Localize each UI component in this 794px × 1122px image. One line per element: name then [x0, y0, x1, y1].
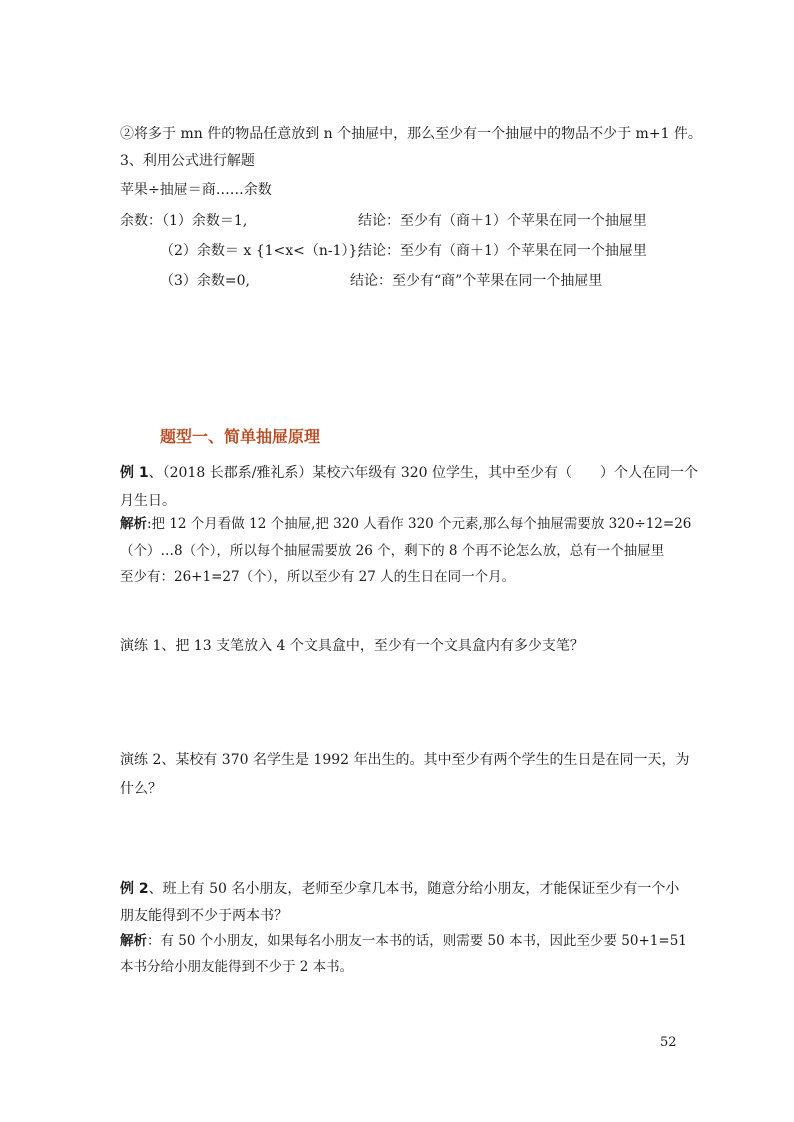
pigeonhole-rule-2: ②将多于 mn 件的物品任意放到 n 个抽屉中，那么至少有一个抽屉中的物品不少于 m+1 件。 [120, 126, 702, 142]
solution-2-line-2: 本书分给小朋友能得到不少于 2 本书。 [120, 959, 354, 975]
example-2-line-2: 朋友能得到不少于两本书？ [120, 908, 288, 924]
solution-2-line-1 [120, 932, 687, 950]
remainder-case-3: （3）余数=0, [160, 273, 250, 289]
solution-1-text: :把 12 个月看做 12 个抽屉,把 320 人看作 320 个元素,那么每个抽屉需要放 320÷12=26 [147, 516, 692, 532]
example-1-label: 例 1 [120, 465, 149, 481]
example-2-text: 、班上有 50 名小朋友，老师至少拿几本书，随意分给小朋友，才能保证至少有一个小 [148, 881, 680, 897]
remainder-case-2: （2）余数＝ x {1<x<（n-1）}, [160, 243, 362, 259]
formula-section-title: 3、利用公式进行解题 [120, 153, 255, 169]
solution-1-line-1 [120, 515, 691, 533]
formula-line: 苹果÷抽屉＝商……余数 [120, 182, 272, 198]
remainder-case-1: 余数：（1）余数＝1, [120, 213, 248, 229]
drill-2-line-1: 演练 2、某校有 370 名学生是 1992 年出生的。其中至少有两个学生的生日是在同一天，为 [120, 752, 690, 768]
conclusion-case-1: 结论：至少有（商＋1）个苹果在同一个抽屉里 [358, 213, 647, 229]
solution-1-line-3: 至少有：26+1=27（个），所以至少有 27 人的生日在同一个月。 [120, 569, 516, 585]
example-1-text: 、（2018 长郡系/雅礼系）某校六年级有 320 位学生，其中至少有（ ）个人在同一个 [148, 465, 699, 481]
solution-1-line-2: （个）…8（个），所以每个抽屉需要放 26 个，剩下的 8 个再不论怎么放，总有一个抽屉里 [120, 543, 665, 559]
section-heading: 题型一、简单抽屉原理 [160, 427, 321, 446]
drill-1: 演练 1、把 13 支笔放入 4 个文具盒中，至少有一个文具盒内有多少支笔？ [120, 638, 584, 654]
conclusion-case-2: 结论：至少有（商＋1）个苹果在同一个抽屉里 [358, 243, 647, 259]
example-1-line-2: 月生日。 [120, 493, 176, 509]
page-number: 52 [660, 1035, 677, 1050]
example-2-line-1 [120, 880, 679, 898]
example-2-label: 例 2 [120, 881, 149, 897]
solution-2-label: 解析 [120, 933, 147, 949]
solution-2-text: ：有 50 个小朋友，如果每名小朋友一本书的话，则需要 50 本书，因此至少要 50+1=51 [147, 933, 687, 949]
conclusion-case-3: 结论：至少有“商”个苹果在同一个抽屉里 [350, 273, 603, 289]
solution-1-label: 解析 [120, 516, 147, 532]
example-1-line-1 [120, 464, 698, 482]
drill-2-line-2: 什么？ [120, 781, 162, 797]
